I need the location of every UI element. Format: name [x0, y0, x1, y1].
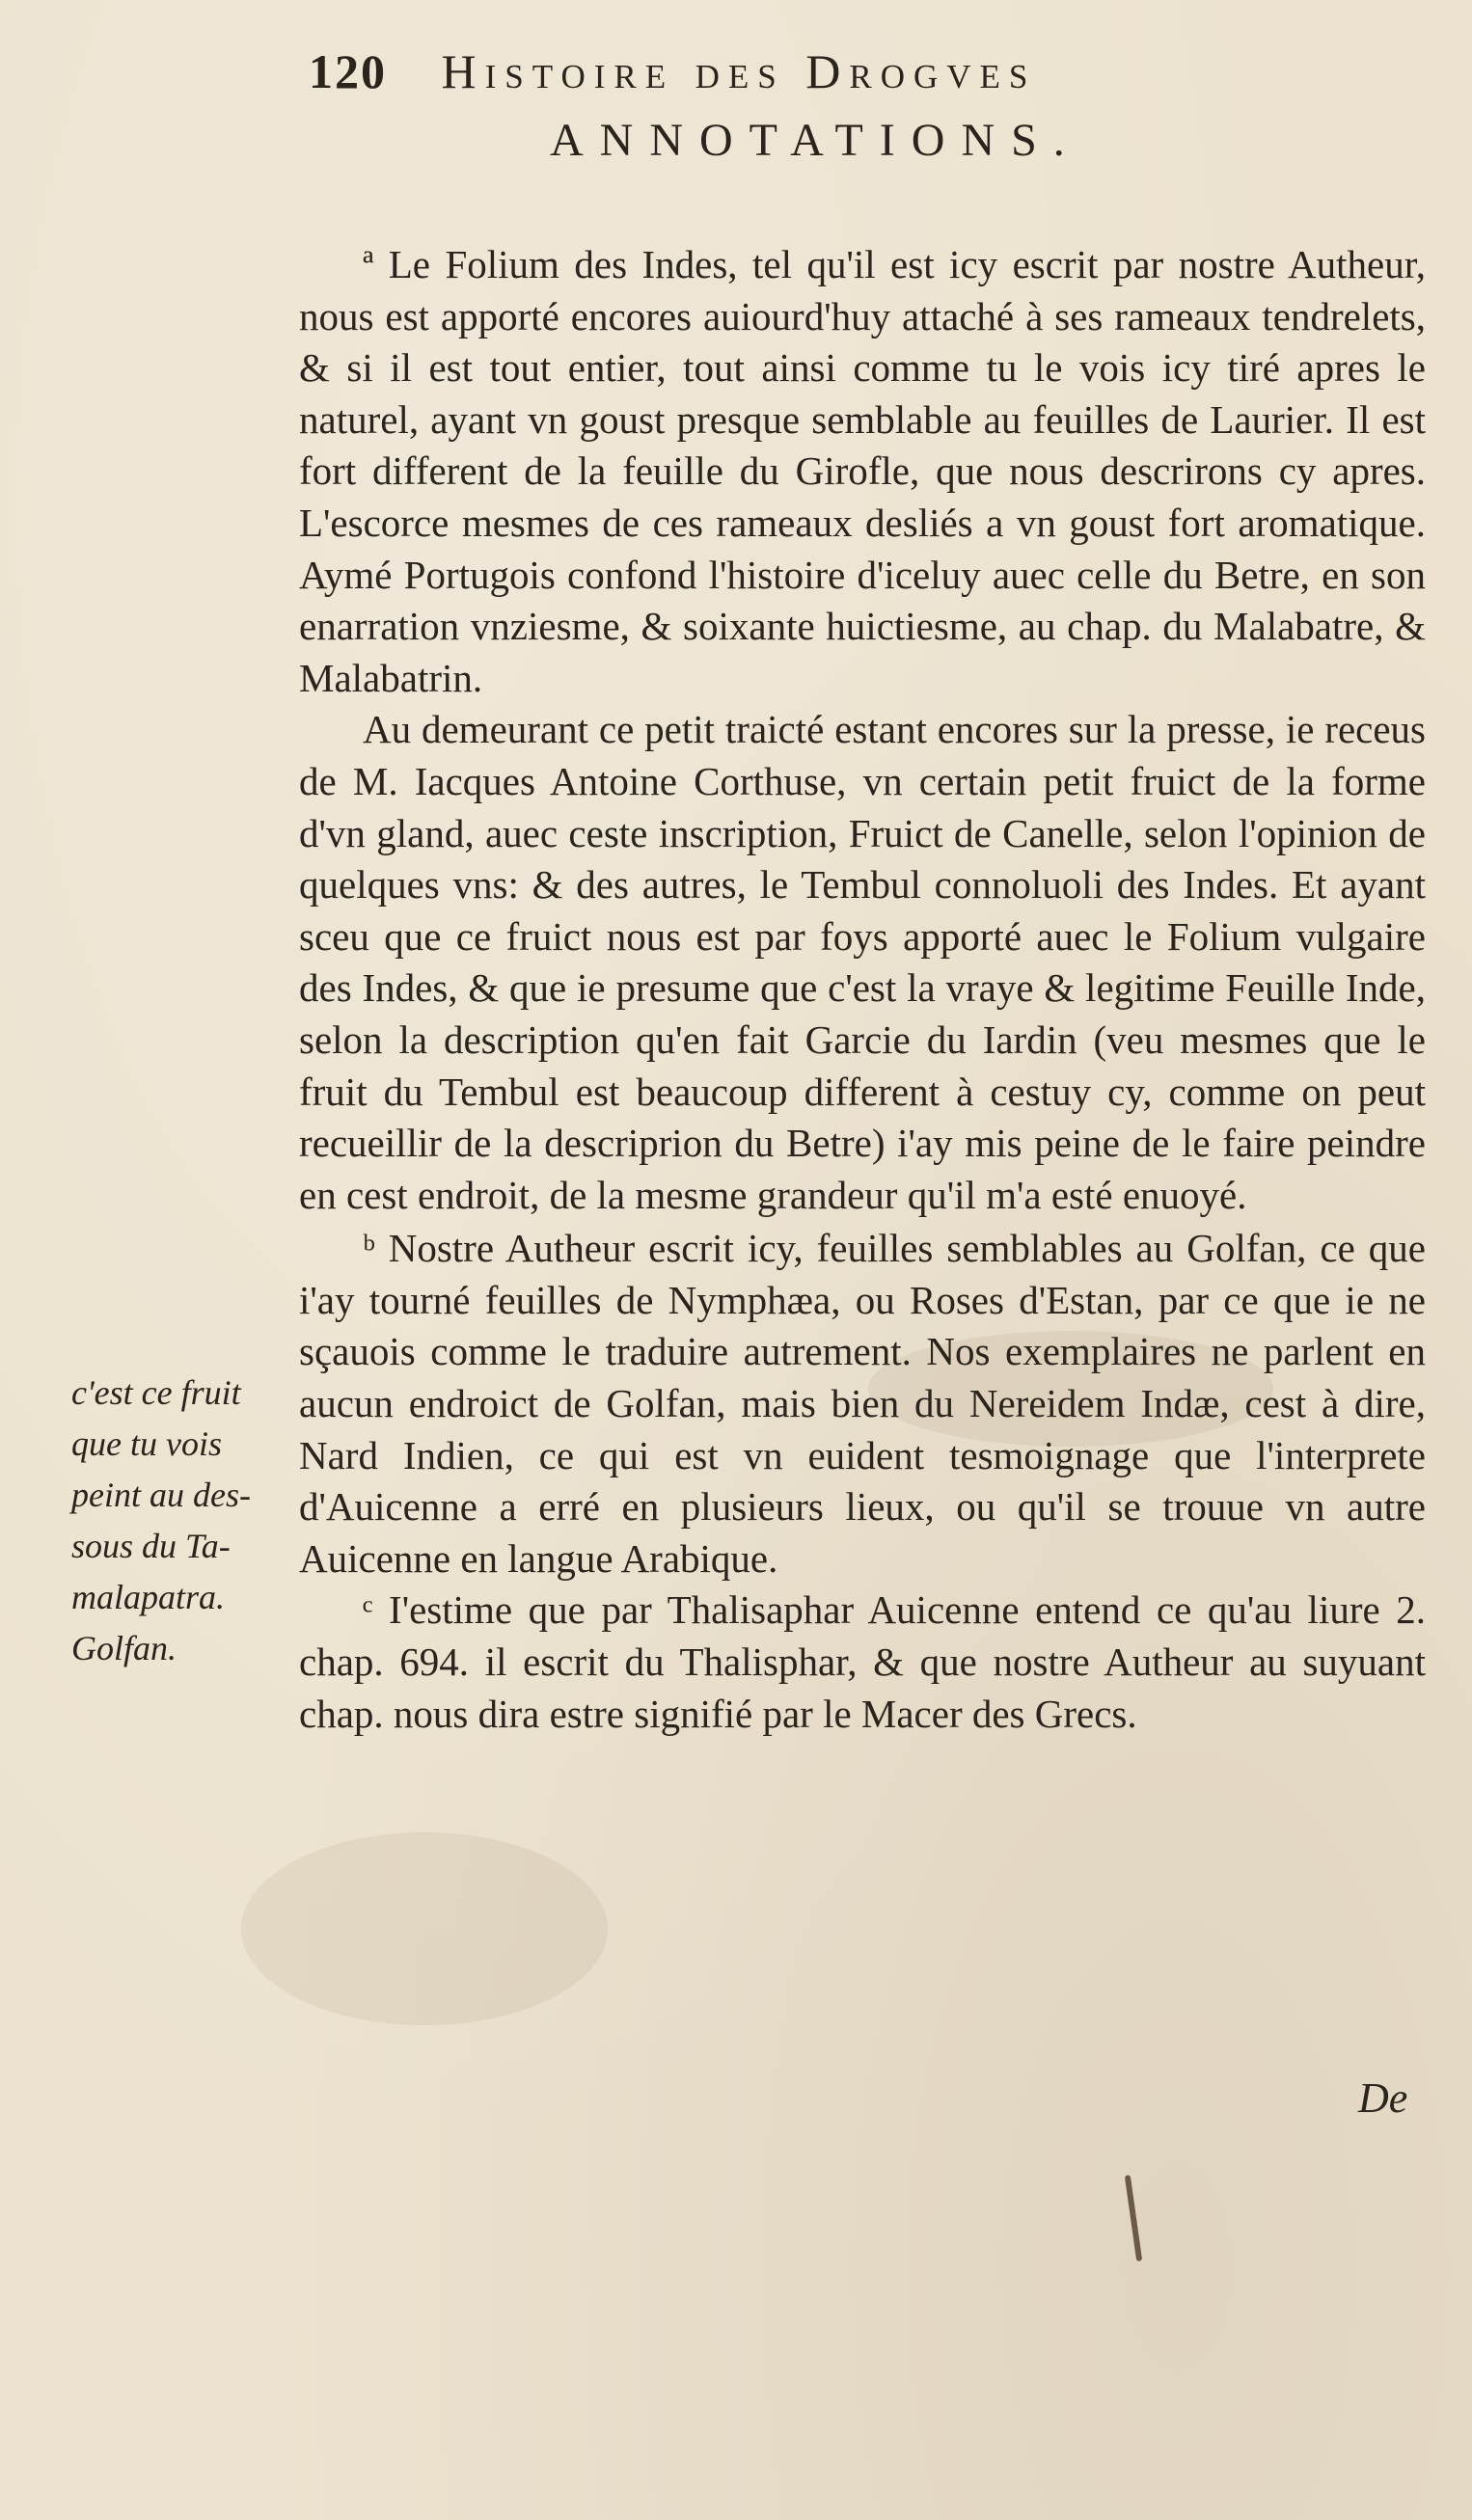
margin-note-line: malapatra.: [71, 1578, 226, 1616]
running-title: Histoire des Drogves: [441, 44, 1037, 98]
paper-stain: [241, 1832, 608, 2025]
body-text: [299, 239, 1426, 1740]
margin-note-line: c'est ce fruit: [71, 1373, 241, 1412]
paragraph-continuation: Au demeurant ce petit traicté estant encores sur la presse, ie receus de M. Iacques Antoine Corthuse, vn certain petit fruict de la forme d'vn gland, auec ceste inscription, Fruict de Canelle, selon l'opinion de quelques vns: & des autres, le Tembul connoluoli des Indes. Et ayant sceu que ce fruict nous est par foys apporté auec le Folium vulgaire des Indes, & que ie presume que c'est la vraye & legitime Feuille Inde, selon la description qu'en fait Garcie du Iardin (veu mesmes que le fruit du Tembul est beaucoup different à cestuy cy, comme on peut recueillir de la descriprion du Betre) i'ay mis peine de le faire peindre en cest endroit, de la mesme grandeur qu'il m'a esté enuoyé.: [299, 707, 1426, 1217]
margin-note-line: Golfan.: [71, 1629, 177, 1667]
margin-note-line: sous du Ta-: [71, 1527, 231, 1565]
margin-note-line: peint au des-: [71, 1476, 251, 1514]
ink-mark: [1125, 2175, 1142, 2262]
catchword: De: [1358, 2074, 1408, 2122]
margin-note-line: que tu vois: [71, 1424, 222, 1463]
paragraph-note-c: ᶜ I'estime que par Thalisaphar Auicenne entend ce qu'au liure 2. chap. 694. il escrit du Thalisphar, & que nostre Autheur au suyuant chap. nous dira estre signifié par le Macer des Grecs.: [299, 1587, 1426, 1736]
running-head: [309, 43, 1408, 99]
page-number: 120: [309, 44, 387, 98]
paragraph-note-a: ª Le Folium des Indes, tel qu'il est icy escrit par nostre Autheur, nous est apporté encores auiourd'huy attaché à ses rameaux tendrelets, & si il est tout entier, tout ainsi comme tu le vois icy tiré apres le naturel, ayant vn goust presque semblable au feuilles de Laurier. Il est fort different de la feuille du Girofle, que nous descrirons cy apres. L'escorce mesmes de ces rameaux desliés a vn goust fort aromatique. Aymé Portugois confond l'histoire d'iceluy auec celle du Betre, en son enarration vnziesme, & soixante huictiesme, au chap. du Malabatre, & Malabatrin.: [299, 242, 1426, 700]
paragraph-note-b: ᵇ Nostre Autheur escrit icy, feuilles semblables au Golfan, ce que i'ay tourné feuilles de Nymphæa, ou Roses d'Estan, par ce que ie ne sçauois comme le traduire autrement. Nos exemplaires ne parlent en aucun endroict de Golfan, mais bien du Nereidem Indæ, cest à dire, Nard Indien, ce qui est vn euident tesmoignage que l'interprete d'Auicenne a erré en plusieurs lieux, ou qu'il se trouue vn autre Auicenne en langue Arabique.: [299, 1226, 1426, 1581]
section-title: ANNOTATIONS.: [550, 115, 1081, 166]
margin-note: [71, 1368, 278, 1674]
